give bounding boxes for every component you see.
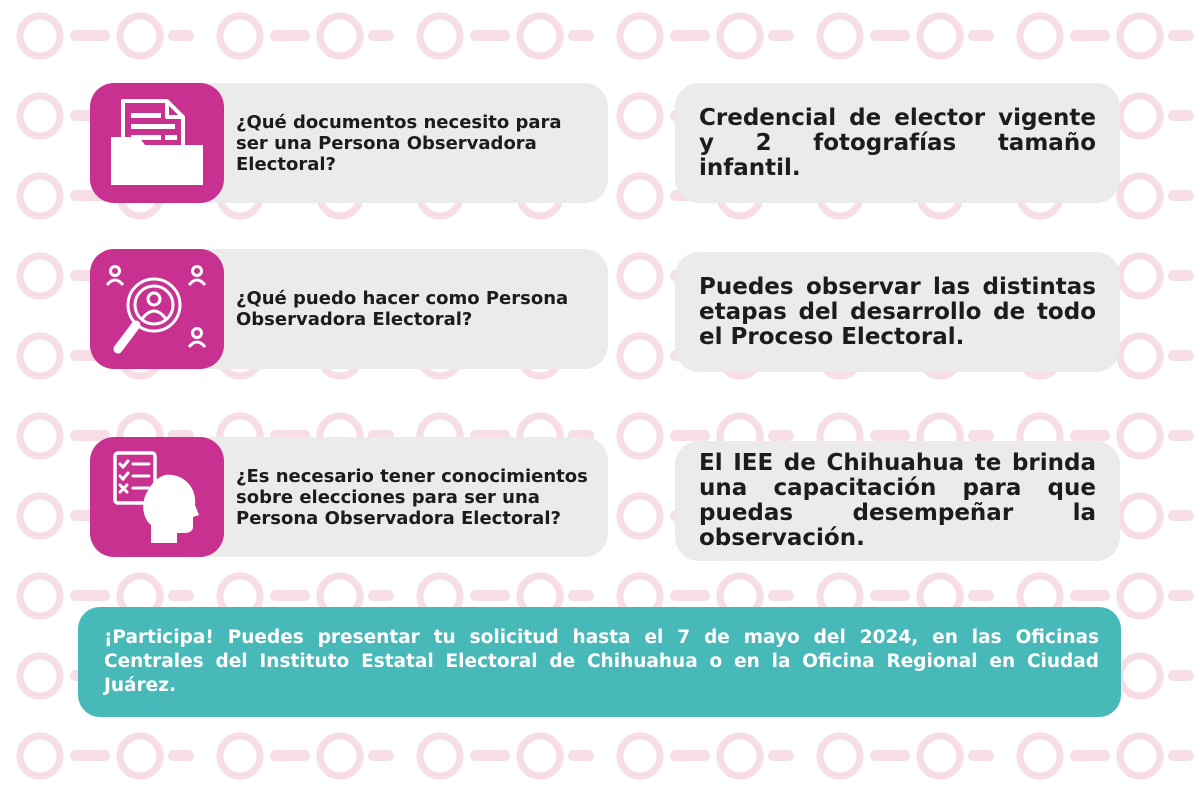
question-card-2 xyxy=(90,249,608,369)
deadline-banner-text: ¡Participa! Puedes presentar tu solicitud hasta el 7 de mayo del 2024, en las Oficinas Centrales del Instituto Estatal Electoral de Chihuahua o en la Oficina Regional en Ciudad Juárez. xyxy=(104,627,1099,696)
document-folder-icon xyxy=(105,93,209,193)
question-card-1 xyxy=(90,83,608,203)
question-text-3: ¿Es necesario tener conocimientos sobre elecciones para ser una Persona Observadora Electoral? xyxy=(236,465,588,529)
answer-text-1: Credencial de elector vigente y 2 fotografías tamaño infantil. xyxy=(699,104,1096,181)
checklist-head-icon xyxy=(107,447,207,547)
answer-card-2 xyxy=(675,252,1120,372)
question-text-1: ¿Qué documentos necesito para ser una Persona Observadora Electoral? xyxy=(236,111,562,175)
answer-text-2: Puedes observar las distintas etapas del desarrollo de todo el Proceso Electoral. xyxy=(699,273,1096,350)
icon-box-2 xyxy=(90,249,224,369)
question-card-3 xyxy=(90,437,608,557)
answer-card-3 xyxy=(675,441,1120,561)
magnifier-people-icon xyxy=(102,259,212,359)
question-text-2: ¿Qué puedo hacer como Persona Observadora Electoral? xyxy=(236,288,569,330)
answer-card-1 xyxy=(675,83,1120,203)
deadline-banner xyxy=(78,607,1121,717)
icon-box-3 xyxy=(90,437,224,557)
answer-text-3: El IEE de Chihuahua te brinda una capacitación para que puedas desempeñar la observación. xyxy=(699,450,1096,551)
icon-box-1 xyxy=(90,83,224,203)
